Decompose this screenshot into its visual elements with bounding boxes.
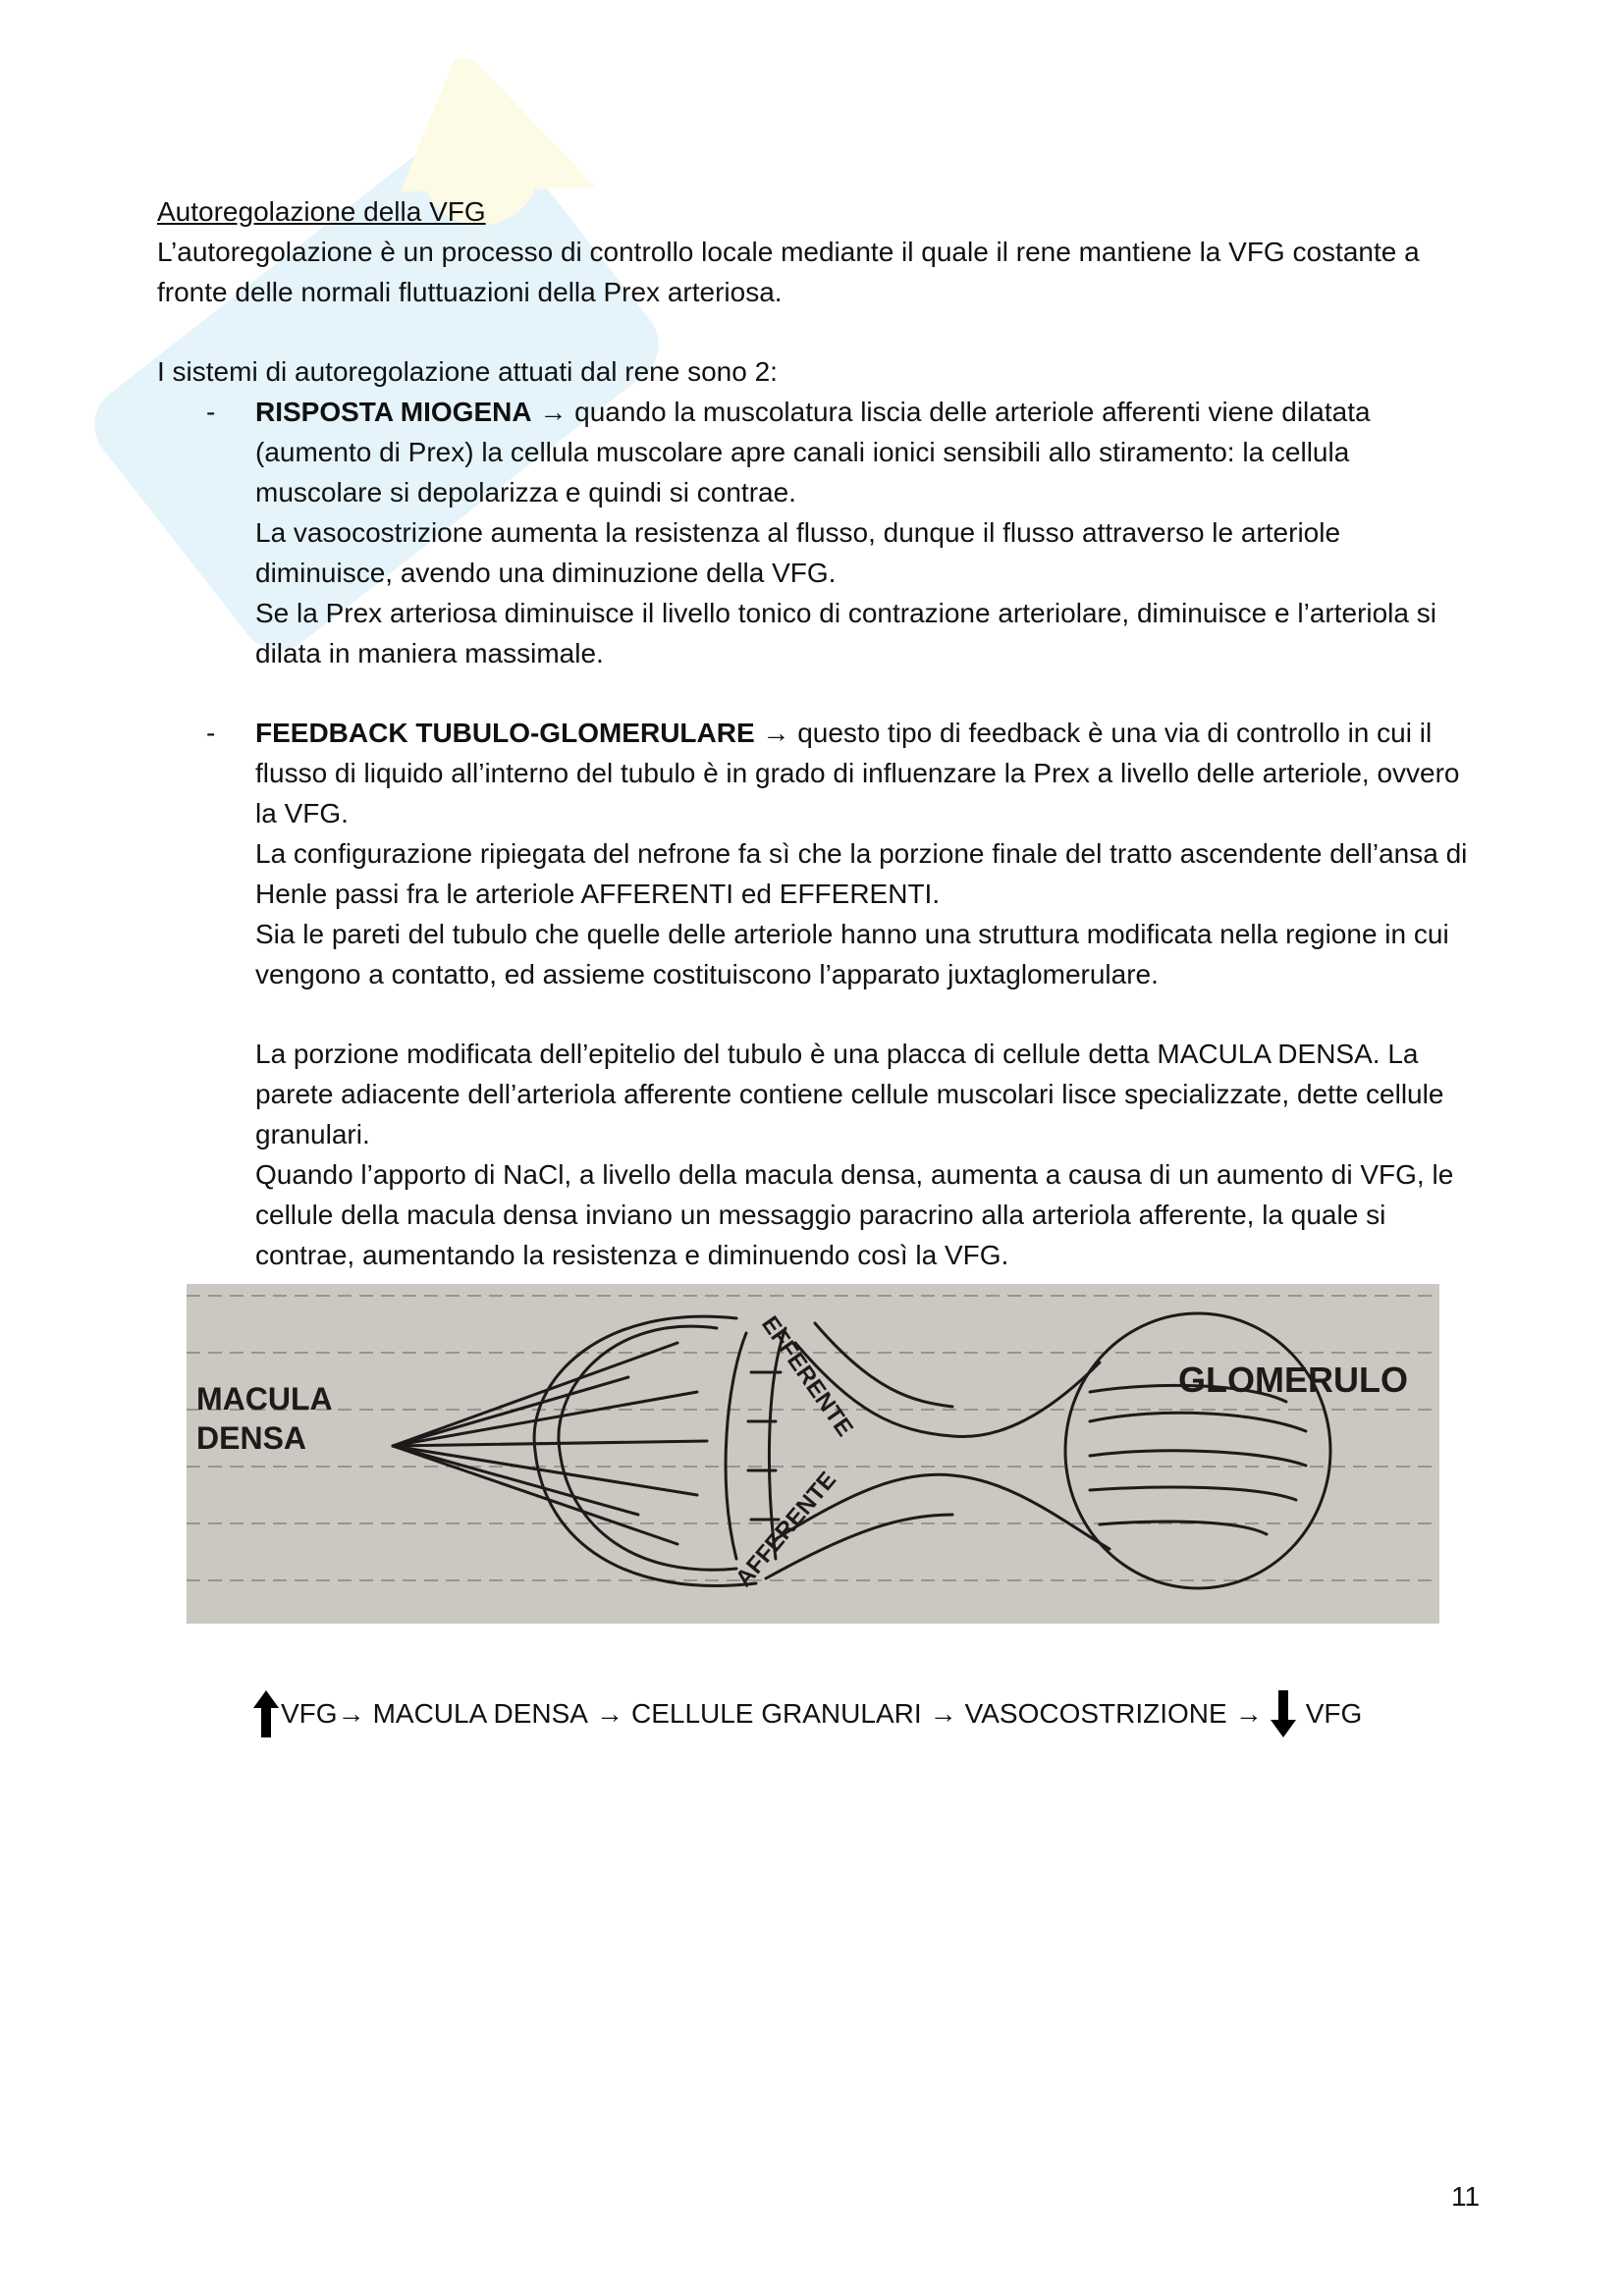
- juxtaglomerular-diagram: [187, 1284, 1439, 1624]
- bullet-paragraph: La vasocostrizione aumenta la resistenza al flusso, dunque il flusso attraverso le arteriole diminuisce, avendo una diminuzione della VFG.: [255, 517, 1341, 588]
- bullet-paragraph: Sia le pareti del tubulo che quelle delle arteriole hanno una struttura modificata nella regione in cui vengono a contatto, ed assieme costituiscono l’apparato juxtaglomerulare.: [255, 919, 1449, 989]
- arrow-down-icon: [1271, 1690, 1296, 1737]
- flow-step: MACULA DENSA: [372, 1698, 588, 1729]
- bullet-keyword: RISPOSTA MIOGENA: [255, 397, 532, 427]
- bullet-paragraph: [255, 713, 1473, 833]
- arrow-up-icon: [253, 1690, 279, 1737]
- label-afferente: AFFERENTE: [730, 1467, 842, 1592]
- bullet-dash: -: [206, 718, 216, 748]
- bullet-paragraph: La porzione modificata dell’epitelio del tubulo è una placca di cellule detta MACULA DENSA. La parete adiacente dell’arteriola afferente contiene cellule muscolari lisce specializzate, dette cellule granulari.: [255, 1039, 1444, 1149]
- page-content: [157, 192, 1473, 1275]
- label-efferente: EFFERENTE: [756, 1310, 859, 1442]
- bullet-risposta-miogena: [157, 392, 1473, 673]
- bullet-paragraph: Se la Prex arteriosa diminuisce il livello tonico di contrazione arteriolare, diminuisce e l’arteriola si dilata in maniera massimale.: [255, 598, 1436, 668]
- bullet-paragraph: Quando l’apporto di NaCl, a livello della macula densa, aumenta a causa di un aumento di VFG, le cellule della macula densa inviano un messaggio paracrino alla arteriola afferente, la quale si contrae, aumentando la resistenza e diminuendo così la VFG.: [255, 1159, 1454, 1270]
- flow-step: VFG: [1305, 1698, 1363, 1729]
- page-number: 11: [1451, 2181, 1481, 2212]
- systems-intro: I sistemi di autoregolazione attuati dal rene sono 2:: [157, 356, 778, 387]
- flow-step: VFG: [281, 1698, 338, 1729]
- bullet-feedback-tubulo-glomerulare: [157, 713, 1473, 1275]
- arrow-right-icon: →: [539, 397, 568, 427]
- arrow-right-icon: →: [1234, 1698, 1263, 1729]
- label-macula-1: MACULA: [196, 1381, 333, 1416]
- bullet-paragraph: La configurazione ripiegata del nefrone fa sì che la porzione finale del tratto ascendente dell’ansa di Henle passi fra le arteriole AFFERENTI ed EFFERENTI.: [255, 838, 1468, 909]
- label-glomerulo: GLOMERULO: [1178, 1360, 1408, 1400]
- bullet-dash: -: [206, 397, 216, 427]
- feedback-flow-summary: [253, 1690, 1370, 1737]
- section-title: Autoregolazione della VFG: [157, 196, 486, 227]
- arrow-right-icon: →: [762, 718, 790, 748]
- arrow-right-icon: →: [337, 1698, 365, 1729]
- bullet-keyword: FEEDBACK TUBULO-GLOMERULARE: [255, 718, 755, 748]
- bullet-text: quando la muscolatura liscia delle arteriole afferenti viene dilatata (aumento di Prex) la cellula muscolare apre canali ionici sensibili allo stiramento: la cellula muscolare si depolarizza e quindi si contrae.: [255, 397, 1371, 507]
- bullet-text: questo tipo di feedback è una via di controllo in cui il flusso di liquido all’interno del tubulo è in grado di influenzare la Prex a livello delle arteriole, ovvero la VFG.: [255, 718, 1460, 828]
- intro-paragraph: L’autoregolazione è un processo di controllo locale mediante il quale il rene mantiene la VFG costante a fronte delle normali fluttuazioni della Prex arteriosa.: [157, 237, 1420, 307]
- bullet-paragraph: [255, 392, 1473, 512]
- flow-step: VASOCOSTRIZIONE: [964, 1698, 1227, 1729]
- arrow-right-icon: →: [929, 1698, 957, 1729]
- flow-step: CELLULE GRANULARI: [630, 1698, 922, 1729]
- label-macula-2: DENSA: [196, 1420, 307, 1456]
- arrow-right-icon: →: [595, 1698, 623, 1729]
- diagram-drawing: [187, 1284, 1439, 1624]
